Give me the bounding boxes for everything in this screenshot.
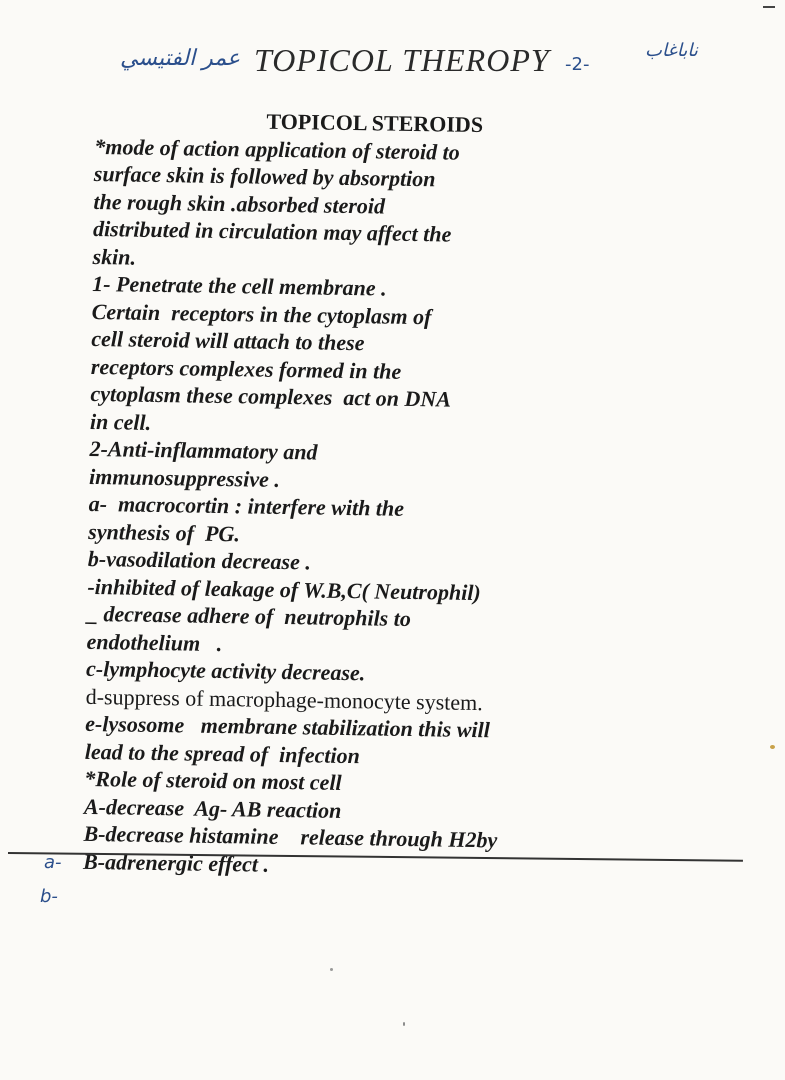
body-line: surface skin is followed by absorption [93, 160, 436, 192]
body-line: Certain receptors in the cytoplasm of [91, 298, 432, 329]
body-line: skin. [92, 243, 137, 270]
body-line: cytoplasm these complexes act on DNA [90, 380, 452, 412]
body-line: endothelium . [86, 628, 223, 656]
body-line: 1- Penetrate the cell membrane . [91, 270, 387, 301]
body-line: _ decrease adhere of neutrophils to [86, 600, 412, 632]
ink-speck [403, 1022, 405, 1026]
margin-mark-b: b- [40, 886, 58, 907]
page-number: -2- [565, 54, 590, 75]
page-header [120, 40, 740, 95]
margin-mark-a: a- [44, 852, 62, 873]
body-line: c-lymphocyte activity decrease. [85, 655, 366, 686]
body-line: b-vasodilation decrease . [87, 545, 312, 575]
body-line: a- macrocortin : interfere with the [88, 490, 405, 521]
document-body [83, 105, 655, 884]
ink-speck [330, 968, 333, 971]
body-line: lead to the spread of infection [84, 738, 360, 768]
body-line: synthesis of PG. [88, 518, 241, 546]
body-line: cell steroid will attach to these [91, 325, 365, 356]
body-line: receptors complexes formed in the [90, 353, 402, 384]
body-line: in cell. [89, 408, 152, 435]
handwritten-signature-left: عمر الفتيسي [120, 46, 241, 71]
body-line: *mode of action application of steroid to [94, 133, 460, 165]
section-heading: TOPICOL STEROIDS [266, 108, 484, 138]
body-line: d-suppress of macrophage-monocyte system. [85, 683, 483, 715]
ink-speck [770, 745, 775, 749]
body-line: *Role of steroid on most cell [84, 765, 342, 795]
handwritten-signature-right: ناباغاب [645, 40, 698, 61]
body-line: A-decrease Ag- AB reaction [83, 793, 342, 823]
page-title: TOPICOL THEROPY [254, 42, 550, 78]
body-line: immunosuppressive . [88, 463, 281, 492]
body-line: -inhibited of leakage of W.B,C( Neutrophil) [87, 573, 481, 605]
body-line: e-lysosome membrane stabilization this will [85, 710, 491, 743]
body-line: distributed in circulation may affect the [92, 215, 452, 247]
body-line: B-decrease histamine release through H2by [83, 820, 498, 853]
corner-dash-mark [763, 6, 775, 8]
body-line: B-adrenergic effect . [82, 848, 270, 877]
body-line: 2-Anti-inflammatory and [89, 435, 318, 465]
body-line: the rough skin .absorbed steroid [93, 188, 386, 219]
